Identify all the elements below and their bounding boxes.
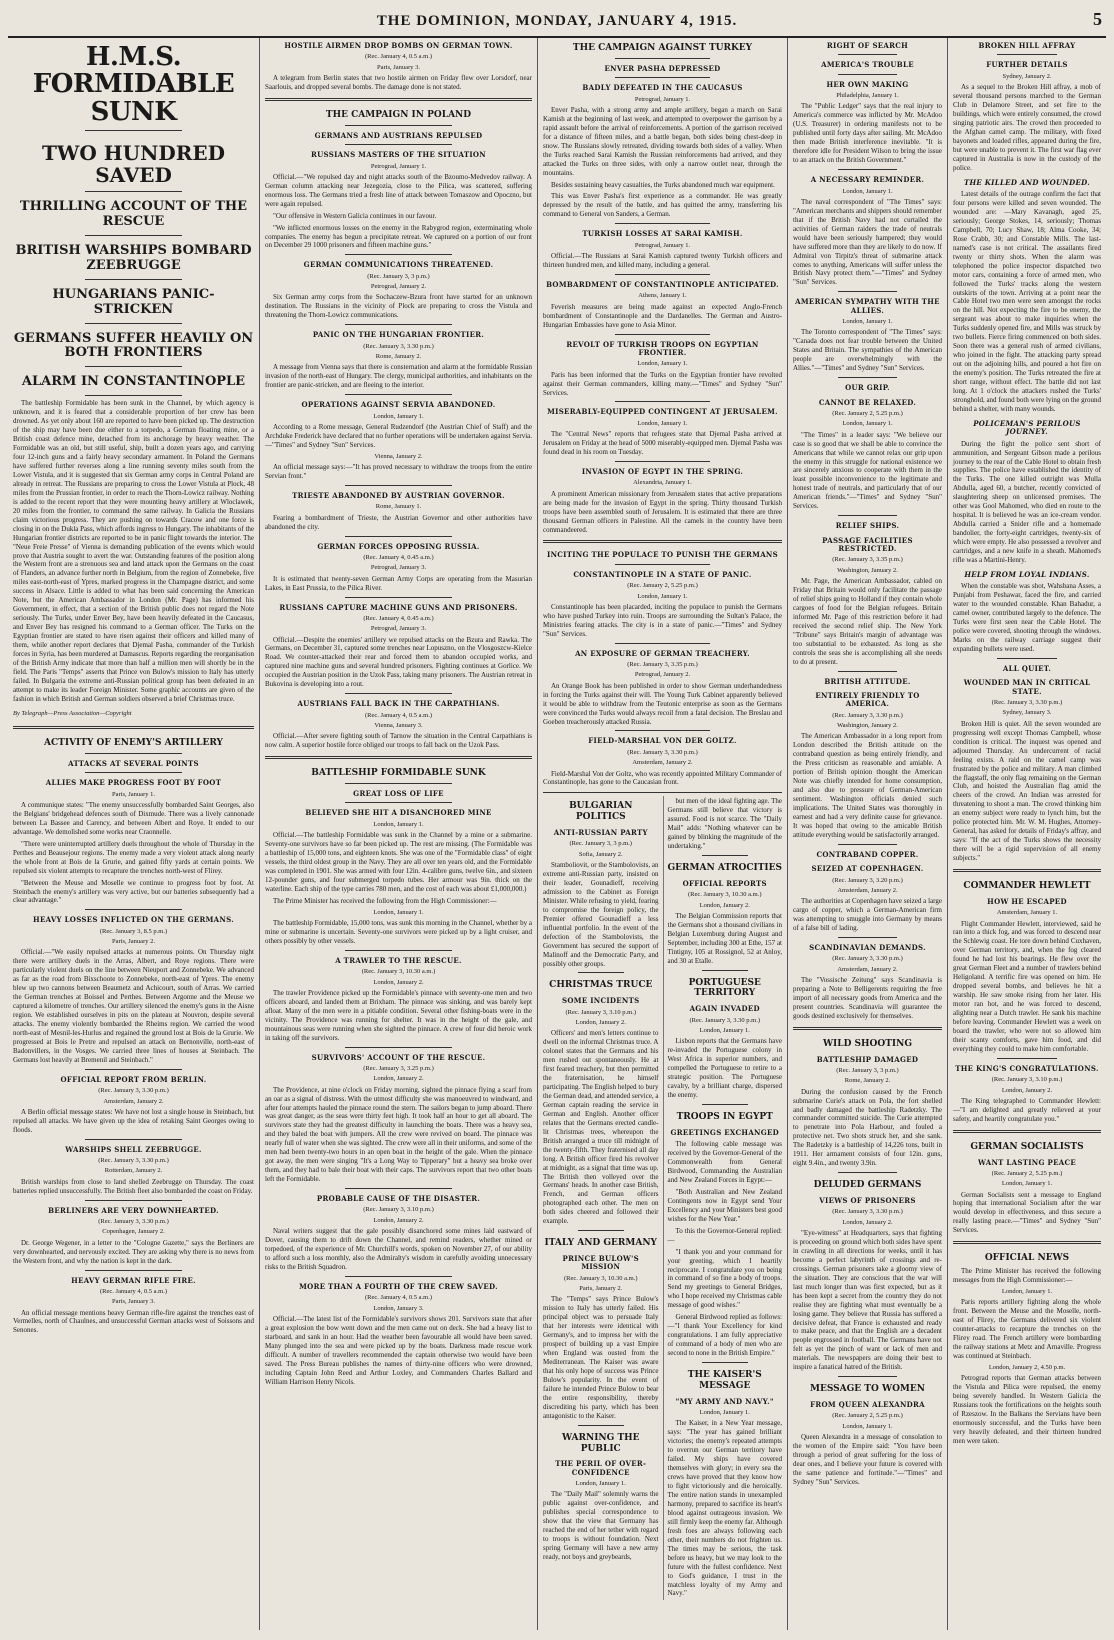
headline-germans-austrians: GERMANS AND AUSTRIANS REPULSED <box>314 130 483 140</box>
received-time: (Rec. January 3, 3.10 p.m.) <box>363 1206 434 1214</box>
article-text: An official message mentions heavy German rifle-fire against the trenches east of Vermelles, north of Chaulnes, and unsuccessful German attacks west of Soissons and Senones. <box>13 1308 254 1335</box>
sub-column-right <box>663 796 783 1600</box>
received-time: (Rec. January 3, 3.25 p.m.) <box>363 1064 434 1072</box>
article-text: The Providence, at nine o'clock on Friday morning, sighted the pinnace flying a scarf from an oar as a signal of distress. With the utmost difficulty she was manoeuvred to windward, and after four attempts hauled the pinnace round the stern. The sailors began to jump aboard. There was great danger, as the seas were thirty feet high. It took half an hour to get all aboard. The survivors state they had the greatest difficulty in launching the boats. There was a heavy sea, and they baled the boat with jumpers. All the crew were revived on board. The pinnace was nearly full of water when she was sighted. The crew were all in their uniforms, and some of the men had been twenty-two hours in an open boat in the height of the gale. When the pinnace got away, the men were singing "It's a Long Way to Tipperary" but a heavy sea broke over them, and they had to bale their boat with their caps. The survivors report that two other boats left the Formidable. <box>265 1085 532 1184</box>
subhead-machine-guns: RUSSIANS CAPTURE MACHINE GUNS AND PRISONERS. <box>279 602 518 612</box>
dateline: London, January 2. <box>699 901 750 909</box>
article-text: When the constable was shot, Wahsbana Asses, a Punjabi from Peshawar, faced the fire, and carried water to the wounded constable. Khan Bahadur, a camel owner, contributed largely to the defence. The Turks were first seen near the Cable Hotel. The police were covered, shooting through the windows. Marks on the railway carriage suggest their expanding bullets were used. <box>953 582 1101 654</box>
article-text: General Birdwood replied as follows:—"I thank Your Excellency for kind congratulations. I am fully appreciative of command of a body of men who are second to none in the British Empire." <box>667 1313 782 1358</box>
article-text: Dr. George Wegener, in a letter to the "Cologne Gazette," says the Berliners are very downhearted, and nervously excited. They are asking why there is no news from the Western front, and why the nation is kept in the dark. <box>13 1238 254 1265</box>
article-text: As a sequel to the Broken Hill affray, a mob of several thousand persons marched to the German Club in Delamore Street, and set fire to the buildings, which were entirely consumed, the crowd singing patriotic airs. The crowd then proceeded to the Afghan camel camp. The military, with fixed bayonets and loaded rifles, appeared during the fire, but were unable to prevent it. The first war flag ever captured in Australia is now in the custody of the police. <box>953 83 1101 172</box>
article-text: During the fight the police sent short of ammunition, and Sergeant Gibson made a perilous journey to the rear of the Cable Hotel to obtain fresh supplies. The police have established the identity of the Turks. The one killed outright was Mulla Abdulla, aged 60, a butcher, recently convicted of slaughtering sheep on unlicensed premises. The other was Gool Mahomed, who died en route to the hospital. It is believed he was an ice-cream vendor. Abdulla carried a Snider rifle and a homemade bandolier, the forty-eight cartridges, twenty-six of which were empty. He also possessed a revolver and cartridges, and a new knife in a sheath. Mahomed's rifle was a Martini-Henry. <box>953 439 1101 565</box>
dateline: London, January 1. <box>699 1409 750 1417</box>
article-text: Lisbon reports that the Germans have re-invaded the Portuguese colony in West Africa in superior numbers, and compelled the Portuguese to retire to a strategic position. The Portuguese cavalry, by a brilliant charge, dispersed the enemy. <box>667 1037 782 1099</box>
dateline: Athens, January 1. <box>638 292 687 300</box>
dateline: Petrograd, January 1. <box>370 162 427 170</box>
article-text: An Orange Book has been published in order to show German underhandedness in forcing the Turks against their will. The Young Turk Cabinet apparently believed it would be able to withdraw from the Teutonic enterprise as soon as the Germans were convinced the Turks would always recoil from a fatal decision. The Breslau and Goeben treacherously attacked Russia. <box>543 681 782 726</box>
headline-portuguese-territory: PORTUGUESE TERRITORY <box>688 977 761 999</box>
headline-inciting-populace: INCITING THE POPULACE TO PUNISH THE GERMANS <box>547 550 778 560</box>
article-text: Official.—Despite the enemies' artillery we repulsed attacks on the Bzura and Rawka. The Germans, on December 31, captured some trenches near Lopuszno, on the Vlosgoszcw-Kielce Road. We counter-attacked their rear and forced them to abandon occupied works, and captured nine machine guns and several hundred prisoners. Fighting continues at Gorlice. We occupied the Austrian position in the Uzok Pass, taking many prisoners. The Austrian retreat in Bukovina is developing into a rout. <box>265 635 532 689</box>
dateline: London, January 1. <box>842 187 893 195</box>
subhead-invasion-egypt: INVASION OF EGYPT IN THE SPRING. <box>581 467 744 477</box>
headline-allies-progress: ALLIES MAKE PROGRESS FOOT BY FOOT <box>45 778 222 788</box>
article-text: "We inflicted enormous losses on the enemy in the Rabygrod region, exterminating whole companies. The enemy has begun a precipitate retreat. We captured on a portion of our front on December 29 1000 prisoners and fifteen machine guns." <box>265 223 532 250</box>
subhead-cannot-relax: CANNOT BE RELAXED. <box>818 397 917 407</box>
subhead-jerusalem: MISERABLY-EQUIPPED CONTINGENT AT JERUSALEM. <box>547 407 778 417</box>
dateline: Philadelphia, January 1. <box>836 92 899 100</box>
subhead-trawler: A TRAWLER TO THE RESCUE. <box>335 955 462 965</box>
subhead-friendly-america: ENTIRELY FRIENDLY TO AMERICA. <box>815 690 920 709</box>
received-time: (Rec. January 4, 0.5 a.m.) <box>100 1287 167 1295</box>
dateline: London, January 1. <box>699 1026 750 1034</box>
dateline: Vienna, January 2. <box>374 452 423 460</box>
headline-deluded-germans: DELUDED GERMANS <box>813 1180 922 1191</box>
headline-thrilling-account: THRILLING ACCOUNT OF THE RESCUE <box>19 198 248 229</box>
subhead-rifle-fire: HEAVY GERMAN RIFLE FIRE. <box>71 1275 196 1285</box>
sub-columns <box>543 796 782 1600</box>
dateline: Rome, January 1. <box>375 503 422 511</box>
masthead <box>8 6 1106 38</box>
subhead-scandinavian: SCANDINAVIAN DEMANDS. <box>809 943 926 953</box>
article-text: Field-Marshal Von der Goltz, who was recently appointed Military Commander of Constantinople, has gone to the Caucasian front. <box>543 769 782 787</box>
headline-enver-pasha: ENVER PASHA DEPRESSED <box>604 63 721 73</box>
article-text: German Socialists sent a message to England hoping that international Socialism after the war would develop in effectiveness, and thus secure a really lasting peace.—"Times" and Sydney "Sun" Services. <box>953 1190 1101 1235</box>
dateline: Petrograd, January 1. <box>634 95 691 103</box>
subhead-bombardment: BOMBARDMENT OF CONSTANTINOPLE ANTICIPATED. <box>546 279 779 289</box>
headline-warning-public: WARNING THE PUBLIC <box>561 1432 640 1454</box>
headline-great-loss: GREAT LOSS OF LIFE <box>353 788 444 798</box>
dateline: London, January 2, 4.50 p.m. <box>988 1363 1066 1371</box>
received-time: (Rec. January 3, 10.30 a.m.) <box>564 1274 638 1282</box>
subhead-warships-shell: WARSHIPS SHELL ZEEBRUGGE. <box>65 1144 202 1154</box>
dateline: Amsterdam, January 2. <box>103 1097 164 1105</box>
received-time: (Rec. January 3, 3.30 p.m.) <box>832 955 903 963</box>
headline-caucasus: BADLY DEFEATED IN THE CAUCASUS <box>582 83 743 93</box>
received-time: (Rec. January 3, 10.30 a.m.) <box>361 968 436 976</box>
article-text: Fearing a bombardment of Trieste, the Austrian Governor and other authorities have abandoned the city. <box>265 513 532 531</box>
headline-wild-shooting: WILD SHOOTING <box>822 1038 913 1049</box>
subhead-relief-ships: RELIEF SHIPS. <box>835 521 900 531</box>
dateline: London, January 2. <box>373 1075 424 1083</box>
article-text: Besides sustaining heavy casualties, the Turks abandoned much war equipment. <box>551 180 775 189</box>
subhead-british-attitude: BRITISH ATTITUDE. <box>824 676 911 686</box>
article-text: The "Public Ledger" says that the real injury to America's commerce was inflicted by Mr. McAdoo (U.S. Treasurer) in ordering manifests not to be published until forty days after sailing. Mr. McAdoo then made British interference inevitable. "It is therefore idle for President Wilson to bring the issue to an attack on the British Government." <box>793 102 942 165</box>
article-text: The naval correspondent of "The Times" says: "American merchants and shippers should remember that if the British Navy had not curtailed the activities of German raiders the trade of neutrals would have been seriously hampered; they would have suffered more than they are likely to do now. If Admiral von Tirpitz's threat of submarine attack comes to anything, Americans will suffer unless the British Navy protect them."—"Times" and Sydney "Sun" Services. <box>793 197 942 287</box>
headline-message-women: MESSAGE TO WOMEN <box>810 1384 925 1395</box>
headline-queen-alexandra: FROM QUEEN ALEXANDRA <box>810 1400 925 1410</box>
article-text: Broken Hill is quiet. All the seven wounded are progressing well except Thomas Campbell, whose condition is critical. The inquest was opened and adjourned Thursday. An undercurrent of racial feeling exists. A raid on the camel camp was frustrated by the police and military. A man climbed the flagstaff, the only flag remaining on the German Club, and hoisted the Australian flag amid the cheers of the crowd. An Indian was arrested for threatening to shoot a man. The crowd thinking him an enemy subject were ready to lynch him, but the police protected him. Mr. W. M. Hughes, Attorney-General, has asked for details of Friday's affray, and says: "If the act of the Turks shows the necessity there will be a rigid supervision of all enemy subjects." <box>953 719 1101 863</box>
received-time: (Rec. January 3, 3.35 p.m.) <box>832 556 903 564</box>
article-text: Feverish measures are being made against an expected Anglo-French bombardment of Constantinople and the Dardanelles. The German and Austro-Hungarian Embassies have gone to Asia Minor. <box>543 302 782 329</box>
received-time: (Rec. January 3, 3.30 p.m.) <box>832 711 903 719</box>
headline-battleship-damaged: BATTLESHIP DAMAGED <box>816 1054 919 1064</box>
column-3 <box>538 38 788 1630</box>
article-text: Flight Commander Hewlett, interviewed, said he ran into a thick fog, and was forced to descend near the Schlewig coast. He tore down behind Cuxhaven, over German territory, and, when the fog cleared found he had lost his bearings. He flew over the great German Fleet and a number of trawlers behind Heligoland. A terrific fire was opened on him. He dropped several bombs, and believes he hit a warship. He saw smoke rising from her later. His motor ran hot, and he was forced to descend, alighting near a Dutch trawler. He sank his machine before leaving. Commander Hewlett was a week on board the trawler, who were not so allowed him their scanty comforts, gave him food, and did everything they could to make him comfortable. <box>953 919 1101 1053</box>
received-time: (Rec. January 3, 3 p.m.) <box>836 1066 899 1074</box>
article-text: Official.—The Russians at Sarai Kamish captured twenty Turkish officers and thirteen hundred men, and killed many, including a general. <box>543 252 782 269</box>
headline-formidable-sunk: H.M.S. FORMIDABLE SUNK <box>32 42 235 127</box>
dateline: London, January 1. <box>373 908 424 916</box>
headline-troops-egypt: TROOPS IN EGYPT <box>676 1111 773 1122</box>
subhead-revolt-turkish: REVOLT OF TURKISH TROOPS ON EGYPTIAN FRONTIER. <box>566 339 759 357</box>
headline-italy-germany: ITALY AND GERMANY <box>544 1238 657 1249</box>
headline-campaign-poland: THE CAMPAIGN IN POLAND <box>325 109 472 120</box>
dateline: London, January 1. <box>842 420 893 428</box>
headline-kaisers-message: THE KAISER'S MESSAGE <box>687 1370 762 1391</box>
subhead-sarai-kamish: TURKISH LOSSES AT SARAI KAMISH. <box>582 229 743 239</box>
received-time: (Rec. January 2, 5.25 p.m.) <box>991 1169 1063 1177</box>
article-text: Latest details of the outrage confirm the fact that four persons were killed and seven wounded. The wounded are: —Mary Kavanagh, aged 25, seriously; George Stokes, 14, seriously; Thomas Campbell, 70; Lucy Shaw, 18; Alma Cooke, 34; Rose Crabb, 30; and Constable Mills. The last-named's case is not critical. The assailants fired twenty or thirty shots. When the alarm was telephoned the police inspector dispatched two motor cars, containing a force of armed men, who followed the Turks' tracks along the western outskirts of the town. Arriving at a point near the Cable Hotel two men were seen amongst the rocks on the hill. Not expecting the fire to be enemy, the sergeant was about to make inquiries when the Turks suddenly opened fire, and Mills was struck by two bullets. Fierce firing commenced on both sides. Soon there was a general rush of armed civilians, who joined in the fight. The attacking party spread out on the adjoining hills, and poured a hot fire on the enemy's position. The Turks retreated the fire at short range, without effect. The battle did not last long. At 1 o'clock the attackers rushed the Turks' stronghold, and found both were lying on the ground behind a shelter, with many wounds. <box>953 190 1101 413</box>
paper-title: THE DOMINION, MONDAY, JANUARY 4, 1915. <box>376 13 738 29</box>
subhead-servia: OPERATIONS AGAINST SERVIA ABANDONED. <box>301 400 496 410</box>
dateline: Washington, January 2. <box>837 566 898 574</box>
received-time: (Rec. January 4, 0.5 a.m.) <box>365 53 432 61</box>
received-time: (Rec. January 4, 0.5 a.m.) <box>365 711 432 719</box>
article-text: A message from Vienna says that there is consternation and alarm at the formidable Russian invasion of the north-east of Hungary. The clergy, municipal authorities, and inhabitants on the frontier are panic-stricken, and are fleeing to the interior. <box>265 363 532 390</box>
dateline: Petrograd, January 3. <box>370 625 427 633</box>
article-text: Stamboliovit, or the Stambolovists, an extreme anti-Russian party, insisted on their leader, Gounadieff, receiving admission to the Cabinet as Foreign Minister. While refusing to yield, fearing to compromise the foreign policy, the Premier offered Gounadieff a less influential portfolio. In the event of the defection of the Stambolovists, the Government has secured the support of Malinoff and the Democratic Party, and possibly other groups. <box>543 861 659 968</box>
dateline: Rotterdam, January 2. <box>104 1167 163 1175</box>
dateline: Vienna, January 3. <box>374 721 423 729</box>
article-text: The "Temps" says Prince Bulow's mission to Italy has utterly failed. His principal object was to persuade Italy that her interests were identical with Germany's, and to impress her with the prospect of building up a vast Empire when England was ousted from the Mediterranean. The Kaiser was aware that his only hope of success was Prince Bulow's popularity. In the event of failure he intended Prince Bulow to bear the entire responsibility, thereby discrediting his party, which has been antagonistic to the Kaiser. <box>543 1295 659 1420</box>
article-text: To this the Governor-General replied:— <box>667 1226 782 1244</box>
received-time: (Rec. January 3, 8.5 p.m.) <box>99 927 168 935</box>
headline-zeebrugge: BRITISH WARSHIPS BOMBARD ZEEBRUGGE <box>15 242 252 273</box>
article-text: The King telegraphed to Commander Hewlett:—"I am delighted and greatly relieved at your safety, and heartily congratulate you." <box>953 1096 1101 1123</box>
article-text: Official.—"We repulsed day and night attacks south of the Bzoumo-Medvedov railway. A German column attacking near Jezegozia, close to the Pilica, was scattered, suffering enormous loss. The Germans tried a fresh line of attack between Tomaszow and Opoczno, but were again repulsed. <box>265 172 532 208</box>
headline-broken-hill: BROKEN HILL AFFRAY <box>978 41 1076 50</box>
headline-german-atrocities: GERMAN ATROCITIES <box>667 863 782 874</box>
article-text: The trawler Providence picked up the Formidable's pinnace with seventy-one men and two officers aboard, and landed them at Brixham. The pinnace was sinking, and was barely kept afloat. Many of the men were in a pitiable condition. Several other fishing-boats were in the vicinity. The Providence was running for shelter. It was in the height of the gale, and mountainous seas were running when she sighted the pinnace. A crew of four did heroic work in taking off the survivors. <box>265 988 532 1042</box>
dateline: London, January 1. <box>373 412 424 420</box>
headline-own-making: HER OWN MAKING <box>826 79 909 89</box>
article-text: "There were uninterrupted artillery duels throughout the whole of Thursday in the Perthes and Beausejour regions. The enemy made a very violent attack along nearly the whole front at Bois de la Grurie, and gained fifty yards at certain points. We repulsed six violent attempts to recapture the trenches north-west of Flirey. <box>13 839 254 875</box>
received-time: (Rec. January 4, 0.45 a.m.) <box>363 614 434 622</box>
article-text: The American Ambassador in a long report from London described the British attitude on the contraband question as being entirely friendly, and the Press criticism as reasonable and amiable. A portion of British opinion thought the American Note was chiefly intended for home consumption, and also due to pressure of German-American sentiment. Washington officials denied such implications. The United States was thoroughly in earnest and had a very definite cause for grievance. It was hoped that owing to the amicable British attitude everything would be satisfactorily arranged. <box>793 732 942 839</box>
headline-again-invaded: AGAIN INVADED <box>689 1004 760 1014</box>
headline-alarm-constantinople: ALARM IN CONSTANTINOPLE <box>21 374 246 390</box>
dateline: Paris, January 2. <box>112 938 155 946</box>
article-text: Official.—The latest list of the Formidable's survivors shows 201. Survivors state that after a great explosion the bow went down and the men came out on deck. She had a heavy list to starboard, and sank in an hour. Had the weather been favourable all would have been saved. Many plunged into the sea and were picked up by the boats. Darkness made rescue work difficult. A number of travellers recommended the captain otherwise two would have been saved. The Press Bureau publishes the names of thirty-nine officers who were drowned, including Captain John Reed and Arthur Loxley, and Commanders Charles Ballard and William Harrison Henry Nicols. <box>265 1314 532 1386</box>
page-number: 5 <box>1093 9 1102 29</box>
article-text: Paris reports artillery fighting along the whole front. Between the Meuse and the Moselle, north-east of Flirey, the Germans delivered six violent counter-attacks to recapture the trenches on the Flirey road. The French artillery were bombarding the railway stations at Metz and Arnaville. Progress was continued at Steinbach. <box>953 1298 1101 1361</box>
received-time: (Rec. January 2, 5.25 p.m.) <box>832 1412 903 1420</box>
dateline: London, January 1. <box>842 318 893 326</box>
article-text: The "Central News" reports that refugees state that Djemal Pasha arrived at Jerusalem on Friday at the head of 5000 miserably-equipped men. Djemal Pasha was found dead in his room on Tuesday. <box>543 430 782 457</box>
article-text: A Berlin official message states: We have not lost a single house in Steinbach, but repulsed all attacks. We have given up the idea of retaking Saint Georges owing to floods. <box>13 1107 254 1134</box>
article-text: Paris has been informed that the Turks on the Egyptian frontier have revolted against their German commanders, killing many.—"Times" and Sydney "Sun" Services. <box>543 370 782 397</box>
dateline: London, January 1. <box>1001 1287 1053 1295</box>
subhead-contraband-copper: CONTRABAND COPPER. <box>816 849 919 859</box>
headline-official-reports: OFFICIAL REPORTS <box>682 878 767 888</box>
article-text: The Prime Minister has received the following messages from the High Commissioner:— <box>953 1267 1101 1285</box>
article-text: Officers' and men's letters continue to dwell on the informal Christmas truce. A colonel states that the Germans and his men rushed out spontaneously. He at first feared treachery, but then permitted the fraternisation, he himself participating. The English helped to bury the German dead, and attended service, a German captain reading the service in German and English. Another officer relates that the Germans erected candle-lit Christmas trees, whereupon the British arranged a truce till midnight of the twenty-fifth. They fraternised all day long. A British officer fired his revolver at midnight, as a signal that time was up. The British then volleyed over the Germans' heads. In another case British, French, and German officers photographed each other. The men on both sides cheered and followed their example. <box>543 1029 659 1226</box>
received-time: (Rec. January 3, 3.30 p.m.) <box>98 1218 169 1226</box>
dateline: Alexandria, January 1. <box>633 479 692 487</box>
received-time: (Rec. January 4, 0.45 a.m.) <box>363 553 434 561</box>
dateline: Rome, January 2. <box>844 1077 891 1085</box>
column-5 <box>948 38 1106 1630</box>
subhead-heavy-losses: HEAVY LOSSES INFLICTED ON THE GERMANS. <box>33 915 234 925</box>
subhead-loyal-indians: HELP FROM LOYAL INDIANS. <box>964 569 1090 579</box>
headline-views-prisoners: VIEWS OF PRISONERS <box>819 1195 916 1205</box>
dateline: Amsterdam, January 2. <box>837 886 898 894</box>
article-text: The Prime Minister has received the following from the High Commissioner:— <box>273 896 497 905</box>
subhead-carpathians: AUSTRIANS FALL BACK IN THE CARPATHIANS. <box>297 699 500 709</box>
headline-campaign-turkey: THE CAMPAIGN AGAINST TURKEY <box>572 43 753 53</box>
received-time: (Rec. January 3, 3.10 p.m.) <box>565 1008 637 1016</box>
dateline: London, January 1. <box>842 1422 893 1430</box>
headline-americas-trouble: AMERICA'S TROUBLE <box>821 60 914 70</box>
article-text: Official.—"We easily repulsed attacks at numerous points. On Thursday night there were artillery duels in the Arras, Albert, and Roye regions. There were particularly violent duels on the line between Nieuport and Zonnebeke. We advanced as far as the road from Bixschoote to Zonnebeke, north-east of Ypres. The enemy blew up two cannons between Beaumetz and Achicourt, south of Arras. We carried the German trenches at Boissel and Perthes. Between Argonne and the Meuse we captured a kilometre of trenches. Our artillery silenced the enemy's guns in the Aisne region. We established ourselves in pits on the plateau at Nouvron, despite several attacks. The enemy violently bombarded the Rheims region. We carried the wood north-east of Mesnil-les-Hurlus and regained the ground lost at Bois de la Grurie. We progressed at Bois le Pretre and repulsed an attack on Bernonville, north-east of Badonvillers, in the Vosges. We carried three lines of houses at Steinbach. The Germans lost heavily at Bremenil and Steinbach." <box>13 948 254 1064</box>
received-time: (Rec. January 3, 3 p.m.) <box>367 272 430 280</box>
subhead-survivors: SURVIVORS' ACCOUNT OF THE RESCUE. <box>311 1052 486 1062</box>
received-time: (Rec. January 3, 3.30 p.m.) <box>627 748 698 756</box>
headline-army-navy: "MY ARMY AND NAVY." <box>675 1396 774 1406</box>
headline-christmas-truce: CHRISTMAS TRUCE <box>549 980 653 991</box>
received-time: (Rec. January 3, 3.10 p.m.) <box>991 1076 1063 1084</box>
dateline: London, January 2. <box>1001 1086 1053 1094</box>
headline-bulow-mission: PRINCE BULOW'S MISSION <box>562 1254 639 1272</box>
article-text: Official.—After severe fighting south of Tarnow the situation in the Central Carpathians is now calm. A superior hostile force obliged our troops to fall back on the Uzok Pass. <box>265 732 532 750</box>
article-text: Six German army corps from the Sochaczew-Bzura front have started for an unknown destination. The Russians in the vicinity of Plock are preparing to cross the Vistula and threatening the Thorn-Lowicz communications. <box>265 293 532 320</box>
dateline: Copenhagen, January 2. <box>102 1228 165 1236</box>
dateline: Sofia, January 2. <box>578 850 623 858</box>
headline-german-socialists: GERMAN SOCIALISTS <box>970 1141 1084 1152</box>
dateline: London, January 1. <box>637 360 688 368</box>
subhead-reminder: A NECESSARY REMINDER. <box>810 175 925 185</box>
dateline: Amsterdam, January 2. <box>837 965 898 973</box>
article-text: "Between the Meuse and Moselle we continue to progress foot by foot. At Steinbach the enemy's artillery was very active, but our batteries subsequently had a clear advantage." <box>13 878 254 905</box>
headline-some-incidents: SOME INCIDENTS <box>562 996 640 1006</box>
article-text: A telegram from Berlin states that two hostile airmen on Friday flew over Lorsdorf, near Saarlouis, and dropped several bombs. The damage done is not stated. <box>265 74 532 91</box>
article-text: "I thank you and your command for your greeting, which I heartily reciprocate. I congratulate you on being in command of so fine a body of troops. Send my greetings to General Bridges, who I hope received my Christmas cable message of good wishes." <box>667 1247 782 1310</box>
article-text: "Eye-witness" at Headquarters, says that fighting is proceeding on ground which both sides have spent in crawling in all directions for weeks, until it has become a perfect labyrinth of crossings and re-crossings. German prisoners take a gloomy view of the situation. They are conscious that the war will last much longer than was first expected, but as it has been kept a secret from the country they do not realise they are fighting what must eventually be a losing game. They believe that Russia has suffered a decisive defeat, that France is exhausted and ready to make peace, and that the English are a decadent people engrossed in football. The Germans have not felt as yet the pinch of want or lack of men and materials. The newspapers are doing their best to inspire a fanatical hatred of the British. <box>793 1229 942 1372</box>
article-text: The Belgian Commission reports that the Germans shot a thousand civilians in Belgian Luxemburg during August and September, including 300 at Ethe, 157 at Tintigny, 105 at Rossignol, 52 at Anloy, and 30 at Etalle. <box>667 911 782 965</box>
dateline: Amsterdam, January 1. <box>996 909 1058 917</box>
headline-battleship-sunk: BATTLESHIP FORMIDABLE SUNK <box>311 768 486 779</box>
dateline: London, January 2. <box>842 1218 893 1226</box>
headline-how-escaped: HOW HE ESCAPED <box>987 896 1067 906</box>
article-text: The Kaiser, in a New Year message, says: "The year has gained brilliant victories; the enemy's repeated attempts to overrun our German territory have failed. My ships have covered themselves with glory; in every sea the crews have proved that they know how to fight victoriously and die heroically. The entire nation stands in unexampled harmony, prepared to sacrifice its heart's blood against outrageous invasion. We still firmly keep the enemy far. Although fresh foes are always following each other, their numbers do not frighten us. The times may be serious, the task before us heavy, but we may look to the future with the fullest confidence. Next to God's guidance, I trust in the matchless loyalty of my Army and Navy." <box>667 1419 782 1598</box>
article-text: "The Times" in a leader says: "We believe our case is so good that we shall be able to convince the Americans that while we cannot relax our grip upon the enemy in this struggle for national existence we are sincerely anxious to cooperate with them in the least possible inconvenience to the legitimate and honest trade of neutrals, and particularly that of our American friends."—"Times" and Sydney "Sun" Services. <box>793 430 942 511</box>
subhead-communications: GERMAN COMMUNICATIONS THREATENED. <box>303 260 494 270</box>
received-time: (Rec. January 3, 3.35 p.m.) <box>627 661 698 669</box>
article-text: but men of the ideal fighting age. The Germans still believe that victory is assured. Food is not scarce. The "Daily Mail" adds: "Nothing whatever can be gained by blinking the magnitude of the undertaking." <box>667 797 782 851</box>
subhead-von-der-goltz: FIELD-MARSHAL VON DER GOLTZ. <box>588 736 737 746</box>
article-text: A prominent American missionary from Jerusalem states that active preparations are being made for the invasion of Egypt in the spring. Thirty thousand Turkish troops have been assembled south of Jerusalem. It is estimated that there are three thousand German officers in Palestine. All the camels in the country have been commandeered. <box>543 489 782 534</box>
subhead-panic-constantinople: CONSTANTINOPLE IN A STATE OF PANIC. <box>573 569 752 579</box>
article-text: Mr. Page, the American Ambassador, cabled on Friday that Britain would only facilitate the passage of relief ships going to Holland if they contain whole cargoes of food for the Belgian refugees. Britain informed Mr. Page of this restriction before it had received the second relief ship. The New York "Tribune" says Britain's margin of advantage was too substantial to be exhausted. As long as she controls the seas she is accomplishing all she needs to do at present. <box>793 577 942 666</box>
article-text: "Our offensive in Western Galicia continues in our favour. <box>273 211 437 220</box>
dateline: Amsterdam, January 2. <box>632 759 693 767</box>
article-text: This was Enver Pasha's first experience as a commander. He was greatly depressed by the result of the battle, and has quitted the army, transferring his command to General von Sanders, a German. <box>543 192 782 219</box>
article-text: Enver Pasha, with a strong army and ample artillery, began a march on Sarai Kamish at the beginning of last week, and attempted to overpower the garrison by a rapid assault before the arrival of reinforcements. A portion of the garrison received for a distance of fifteen miles, and a battle began, both sides being chest-deep in snow. The Russians slowly retreated, dividing towards both sides of a valley. When the Turks reached Sarai Kamish the Russian reinforcements had arrived, and they attacked the Turks on three sides, with only a narrow outlet near, through the mountains. <box>543 105 782 177</box>
dateline: London, January 2. <box>373 978 424 986</box>
headline-hungarians-panic: HUNGARIANS PANIC-STRICKEN <box>52 286 215 317</box>
subhead-our-grip: OUR GRIP. <box>845 383 890 393</box>
subhead-panic-hungarian: PANIC ON THE HUNGARIAN FRONTIER. <box>312 330 485 340</box>
received-time: (Rec. January 3, 3.30 p.m.) <box>832 1208 903 1216</box>
subhead-killed-wounded: THE KILLED AND WOUNDED. <box>963 177 1090 187</box>
article-text: It is estimated that twenty-seven German Army Corps are operating from the Masurian Lakes, in East Prussia, to the Pilica River. <box>265 574 532 592</box>
dateline: Paris, January 1. <box>112 790 155 798</box>
subhead-critical-state: WOUNDED MAN IN CRITICAL STATE. <box>963 678 1091 696</box>
dateline: Petrograd, January 3. <box>370 564 427 572</box>
headline-lasting-peace: WANT LASTING PEACE <box>978 1157 1076 1167</box>
received-time: (Rec. January 2, 5.25 p.m.) <box>832 410 903 418</box>
article-text: Official.—The battleship Formidable was sunk in the Channel by a mine or a submarine. Seventy-one survivors have so far been picked up. The rest are missing. (The Formidable was a battleship of 15,000 tons, and eighteen knots. She was one of the "Formidable class" of eight vessels, the third oldest group in the Navy. They are all over ten years old, and the Formidable was completed in 1901. She was armed with four 12in. 4-calibre guns, twelve 6in., and sixteen 12-pounder guns, and four submerged torpedo tubes. Her armour was 9in. thick on the waterline. Each ship of the type carries 780 men, and the cost of each was about £1,000,000.) <box>265 831 532 893</box>
column-2 <box>260 38 538 1630</box>
article-text: Naval writers suggest that the gale possibly disanchored some mines laid eastward of Dover, causing them to drift down the Channel, and remind readers, whether mined or torpedoed, of the experience of Mr. Churchill's words, spoken on November 27, of our ability to afford such a loss monthly, also the Admiralty's wisdom in carefully avoiding unnecessary risks to the British Squadron. <box>265 1227 532 1271</box>
dateline: Sydney, January 2. <box>1002 72 1052 80</box>
article-text: Petrograd reports that German attacks between the Vistula and Pilica were repulsed, the enemy being severely handled. In Western Galicia the Russians took the fortifications on the heights south of Rzeszow. In the Balkans the Servians have been enormously successful, and the Turks have been very heavily defeated, and their thirteen hundred men were taken. <box>953 1374 1101 1445</box>
article-text: During the confusion caused by the French submarine Curie's attack on Pola, the fort shelled and badly damaged the battleship Radetzky. The commander committed suicide. The Curie attempted to penetrate into Pola Harbour, and fouled a protective net. Two shots struck her, and she sank. The Radetzky is a battleship of 14,226 tons, built in 1911. Her armament consists of four 12in. guns, eight 9.4in., and twenty 3.9in. <box>793 1087 942 1168</box>
article-text: A communique states: "The enemy unsuccessfully bombarded Saint Georges, also the Belgians' bridgehead defences south of Dixmude. There was a lively cannonade between La Bassee and Carency, and between Albert and Roye. It ended to our advantage. We demolished some works near Craonnelle. <box>13 800 254 836</box>
dateline: London, January 2. <box>373 1216 424 1224</box>
article-text: "Both Australian and New Zealand Contingents now in Egypt send Your Excellency and your Ministers best good wishes for the New Year." <box>667 1187 783 1223</box>
headline-further-details: FURTHER DETAILS <box>986 60 1068 70</box>
article-text: The following cable message was received by the Governor-General of the Commonwealth from General Birdwood, Commanding the Australian and New Zealand Forces in Egypt:— <box>667 1140 782 1184</box>
sub-column-left <box>543 796 663 1600</box>
subhead-perilous-journey: POLICEMAN'S PERILOUS JOURNEY. <box>973 418 1081 437</box>
subhead-seized-copenhagen: SEIZED AT COPENHAGEN. <box>811 864 924 874</box>
article-text: The authorities at Copenhagen have seized a large cargo of copper, which a German-American firm was attempting to smuggle into Germany by means of a false bill of lading. <box>793 897 942 933</box>
dateline: London, January 1. <box>1001 1180 1053 1188</box>
subhead-berliners: BERLINERS ARE VERY DOWNHEARTED. <box>48 1205 219 1215</box>
headline-right-of-search: RIGHT OF SEARCH <box>826 41 909 50</box>
subhead-german-forces: GERMAN FORCES OPPOSING RUSSIA. <box>317 541 480 551</box>
dateline: London, January 3. <box>373 1304 424 1312</box>
subhead-treachery: AN EXPOSURE OF GERMAN TREACHERY. <box>575 648 750 658</box>
dateline: London, January 1. <box>575 1480 626 1488</box>
lead-article: The battleship Formidable has been sunk in the Channel, by which agency is unknown, and it is feared that a considerable proportion of her crew has been drowned. As yet only about 160 are reported to have been picked up. The destruction of the ship may have been due either to a torpedo, a German floating mine, or a British coast defence mine, detached from its anchorage by heavy weather. The Formidable was an old, but still useful, ship, built a dozen years ago, and carrying four 12-inch guns and a fairly heavy secondary armament. In Poland the Germans have suffered further reverses along a line running seventy miles south from the Lower Vistula, and it is suggested that six German army corps in Central Poland are already in retreat. The Russians are preparing to cross the Lower Vistula at Plock, 48 miles from the Prussian frontier, in order to reach the Thorn-Lowicz railway. Nothing is added to the recent report that they were mounting heavy artillery at Wloclawek, 20 miles from the frontier, to command the same railway. In Galicia the Russians claim victorious progress. They are pushing on towards Cracow and one force is closing in on the Dukla Pass, which affords ingress to Hungary. The inhabitants of the Hungarian frontier districts are reported to be in panic flight towards the interior. The "Neue Freie Presse" of Vienna is demanding publication of the events which would prove that Austria sought to avert the war. Outstanding features of the position along the Western front are a strenuous sea and land attack upon the Germans on the coast of Flanders, an advance further north in Belgium, from the region of Zonnebeke, five miles east-north-east of Ypres, marked progress in the Champagne district, and some success in Alsace. Little is added to what has been said concerning the American Note, but the American Ambassador in London (Mr. Page) has informed his Government, in effect, that a section of the British public does not regard the Note seriously. The Turks, under Enver Bey, have been heavily defeated in the Caucasus, and Enver Bey has resigned his command to a German officer. The Turks on the Egyptian frontier are stated to have risen against their officers and killed many of them, while another report declares that Djemal Pasha, commander of the Turkish forces in Syria, has been murdered at Damascus. Reports regarding the reorganisation of the British Army indicate that more than half a million men will shortly be in the field. The Paris "Temps" asserts that Prince von Bulow's mission to Italy has utterly failed. In Bulgaria the extreme anti-Russian political group has been defeated in an attempt to make its leader Foreign Minister. Some graphic accounts are given of the fashion in which British and German soldiers observed a brief Christmas truce. <box>13 399 254 703</box>
article-text: The battleship Formidable, 15,000 tons, was sunk this morning in the Channel, whether by a mine or submarine is uncertain. Seventy-one survivors were picked up by a light cruiser, and others possibly by other vessels. <box>265 918 532 945</box>
copyright-credit: By Telegraph—Press Association—Copyright <box>13 709 132 717</box>
dateline: Petrograd, January 2. <box>370 283 427 291</box>
received-time: (Rec. January 3, 3.30 p.m.) <box>98 1087 169 1095</box>
subhead-all-quiet: ALL QUIET. <box>1002 663 1052 673</box>
dateline: Rome, January 2. <box>375 353 422 361</box>
article-text: The "Vossische Zeitung" says Scandinavia is preparing a Note to Belligerents requiring the free import of all necessary goods from America and the present countries. Scandinavia will guarantee the goods destined exclusively for themselves. <box>793 976 942 1020</box>
subhead-trieste: TRIESTE ABANDONED BY AUSTRIAN GOVERNOR. <box>292 490 505 500</box>
dateline: London, January 1. <box>637 419 688 427</box>
dateline: Petrograd, January 2. <box>634 671 691 679</box>
dateline: Petrograd, January 1. <box>634 241 691 249</box>
headline-commander-hewlett: COMMANDER HEWLETT <box>963 881 1091 892</box>
received-time: (Rec. January 3, 10.30 a.m.) <box>688 891 762 899</box>
received-time: (Rec. January 3, 3 p.m.) <box>569 840 632 848</box>
dateline: Paris, January 2. <box>579 1285 623 1293</box>
received-time: (Rec. January 3, 3.30 p.m.) <box>98 1157 169 1165</box>
article-text: Queen Alexandra in a message of consolation to the women of the Empire said: "You have been through a period of great suffering for the loss of dear ones, and I believe your future is covered with the same patience and fortitude."—"Times" and Sydney "Sun" Services. <box>793 1433 942 1486</box>
subhead-airmen-bombs: HOSTILE AIRMEN DROP BOMBS ON GERMAN TOWN. <box>284 41 513 50</box>
headline-germans-suffer: GERMANS SUFFER HEAVILY ON BOTH FRONTIERS <box>13 330 254 361</box>
received-time: (Rec. January 4, 0.5 a.m.) <box>365 1294 432 1302</box>
headline-anti-russian: ANTI-RUSSIAN PARTY <box>553 828 648 837</box>
article-text: According to a Rome message, General Rudzendorf (the Austrian Chief of Staff) and the Archduke Frederick have declared that no further operations will be undertaken against Servia.—"Times" and Sydney "Sun" Services. <box>265 422 532 449</box>
headline-over-confidence: THE PERIL OF OVER-CONFIDENCE <box>555 1459 647 1477</box>
subhead-kings-congratulations: THE KING'S CONGRATULATIONS. <box>955 1063 1099 1073</box>
subhead-crew-saved: MORE THAN A FOURTH OF THE CREW SAVED. <box>299 1281 498 1291</box>
received-time: (Rec. January 3, 3.30 p.m.) <box>363 342 434 350</box>
article-text: Constantinople has been placarded, inciting the populace to punish the Germans who have pushed Turkey into ruin. Troops are surrounding the Sultan's Palace, the Ministries fearing attacks. The city is in a state of panic.—"Times" and Sydney "Sun" Services. <box>543 602 782 638</box>
article-text: An official message says:—"It has proved necessary to withdraw the troops from the entire Servian front." <box>265 463 532 481</box>
column-1 <box>8 38 260 1630</box>
headline-bulgarian-politics: BULGARIAN POLITICS <box>569 801 633 823</box>
dateline: Sydney, January 3. <box>1002 709 1052 717</box>
subhead-passage-restricted: PASSAGE FACILITIES RESTRICTED. <box>822 535 913 554</box>
dateline: London, January 1. <box>637 592 688 600</box>
article-text: The Toronto correspondent of "The Times" says: "Canada does not fear trouble between the United States and Britain. The sympathies of the American people are overwhelmingly with the Allies."—"Times" and Sydney "Sun" Services. <box>793 328 942 373</box>
article-text: The "Daily Mail" solemnly warns the public against over-confidence, and publishes special correspondence to show that the view that Germany has reached the end of her tether with regard to troops is without foundation. Next spring Germany will have a new army ready, not boys and greybeards, <box>543 1490 659 1562</box>
received-time: (Rec. January 3, 3.30 p.m.) <box>689 1016 761 1024</box>
dateline: London, January 2. <box>575 1018 626 1026</box>
columns <box>8 38 1106 1630</box>
received-time: (Rec. January 3, 3.30 p.m.) <box>991 699 1063 707</box>
subhead-probable-cause: PROBABLE CAUSE OF THE DISASTER. <box>316 1194 481 1204</box>
received-time: (Rec. January 2, 5.25 p.m.) <box>627 582 698 590</box>
headline-russians-masters: RUSSIANS MASTERS OF THE SITUATION <box>310 150 487 160</box>
headline-greetings: GREETINGS EXCHANGED <box>670 1127 780 1137</box>
dateline: Paris, January 3. <box>377 63 420 71</box>
column-4 <box>788 38 948 1630</box>
headline-disanchored-mine: BELIEVED SHE HIT A DISANCHORED MINE <box>305 808 492 818</box>
headline-two-hundred-saved: TWO HUNDRED SAVED <box>42 140 225 187</box>
received-time: (Rec. January 3, 3.20 p.m.) <box>832 876 903 884</box>
subhead-american-sympathy: AMERICAN SYMPATHY WITH THE ALLIES. <box>795 297 940 315</box>
headline-official-news: OFFICIAL NEWS <box>984 1253 1070 1264</box>
dateline: Paris, January 3. <box>112 1298 155 1306</box>
article-text: British warships from close to land shelled Zeebrugge on Thursday. The coast batteries replied unsuccessfully. The British fleet also bombarded the coast on Friday. <box>13 1177 254 1195</box>
dateline: Washington, January 2. <box>837 722 898 730</box>
headline-attacks-points: ATTACKS AT SEVERAL POINTS <box>68 758 199 768</box>
dateline: London, January 1. <box>373 820 424 828</box>
headline-enemy-artillery: ACTIVITY OF ENEMY'S ARTILLERY <box>44 738 223 749</box>
subhead-berlin-report: OFFICIAL REPORT FROM BERLIN. <box>60 1074 207 1084</box>
